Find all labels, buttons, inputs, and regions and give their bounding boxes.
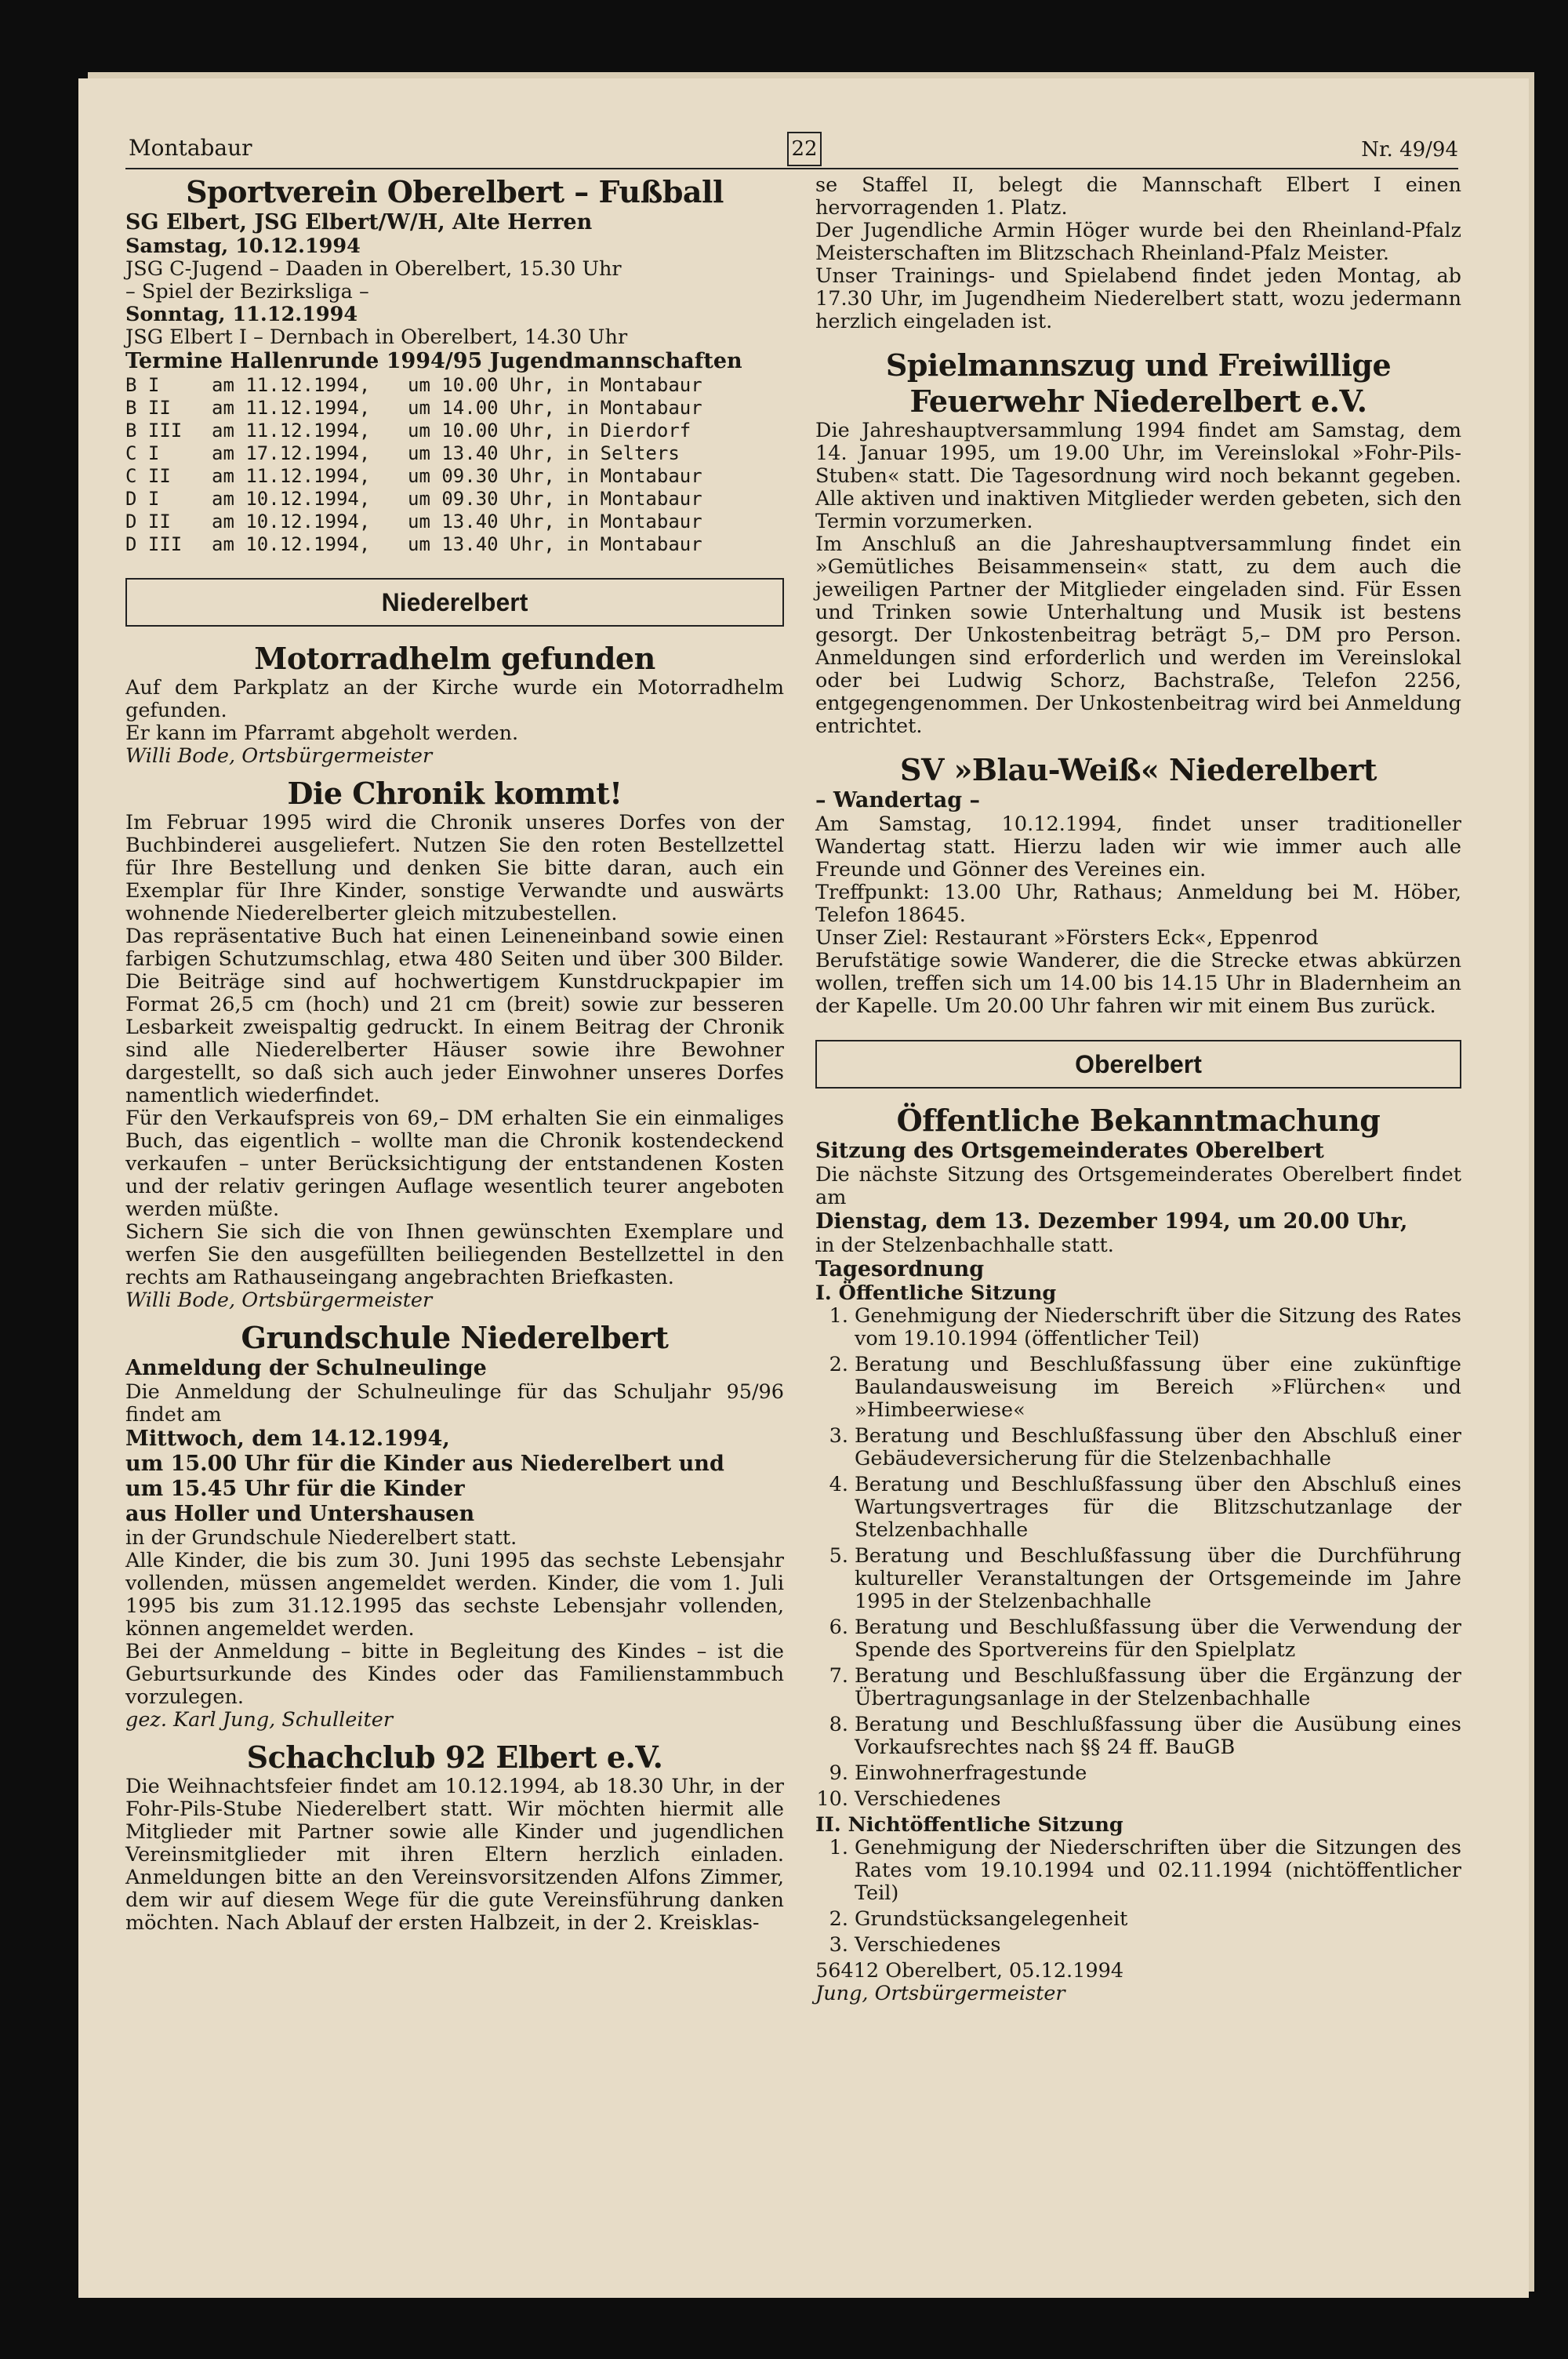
chronik-p3: Für den Verkaufspreis von 69,– DM erhalten Sie ein einmaliges Buch, das eigentlich – wollte man die Chronik kostendeckend verkaufen – unter Berücksichtigung der entstandenen Kosten und der relativ geringen Auflage wesentlich teurer angeboten werden müßte.: [125, 1107, 784, 1221]
sv-p1: Am Samstag, 10.12.1994, findet unser traditioneller Wandertag statt. Hierzu laden wir wie immer auch alle Freunde und Gönner des Vereines ein.: [815, 812, 1461, 881]
schule-time1: um 15.00 Uhr für die Kinder aus Niederelbert und: [125, 1452, 724, 1476]
list-item: 9. Einwohnerfragestunde: [829, 1761, 1087, 1785]
schule-p1: Die Anmeldung der Schulneulinge für das Schuljahr 95/96 findet am: [125, 1380, 784, 1427]
sv-title: SV »Blau-Weiß« Niederelbert: [900, 752, 1377, 787]
helm-title: Motorradhelm gefunden: [254, 641, 655, 676]
list-item: 8. Beratung und Beschlußfassung über die Ausübung eines Vorkaufsrechtes nach §§ 24 ff. BauGB: [829, 1713, 1461, 1759]
sport-subtitle: SG Elbert, JSG Elbert/W/H, Alte Herren: [125, 210, 593, 234]
sat-line1: JSG C-Jugend – Daaden in Oberelbert, 15.30 Uhr: [125, 257, 622, 281]
feuer-p2: Im Anschluß an die Jahreshauptversammlung findet ein »Gemütliches Beisammensein« statt, zu dem auch die jeweiligen Partner der Mitglieder eingeladen sind. Für Essen und Trinken sowie Unterhaltung und Musik ist bestens gesorgt. Der Unkostenbeitrag beträgt 5,– DM pro Person. Anmeldungen sind erforderlich und werden im Vereinslokal oder bei Ludwig Schorz, Bachstraße, Telefon 2256, entgegengenommen. Der Unkostenbeitrag wird bei Anmeldung entrichtet.: [815, 533, 1461, 738]
tages-title: Tagesordnung: [815, 1257, 985, 1281]
schule-signature: gez. Karl Jung, Schulleiter: [125, 1708, 394, 1732]
list-item: 3. Verschiedenes: [829, 1933, 1001, 1957]
section-box-niederelbert: Niederelbert: [125, 578, 784, 627]
sat-date: Samstag, 10.12.1994: [125, 234, 361, 258]
schach-title: Schachclub 92 Elbert e.V.: [246, 1739, 663, 1775]
schedule-time: um 09.30 Uhr, in Montabaur: [408, 488, 702, 510]
schedule-date: am 11.12.1994,: [212, 397, 371, 419]
schedule-time: um 09.30 Uhr, in Montabaur: [408, 465, 702, 487]
schule-title: Grundschule Niederelbert: [241, 1320, 669, 1355]
page-header: [125, 130, 1458, 169]
chronik-title: Die Chronik kommt!: [287, 776, 622, 811]
list-item: 3. Beratung und Beschlußfassung über den Abschluß einer Gebäudeversicherung für die Stelzenbachhalle: [829, 1424, 1461, 1470]
schule-p2: in der Grundschule Niederelbert statt.: [125, 1526, 517, 1550]
place-date: 56412 Oberelbert, 05.12.1994: [815, 1959, 1124, 1983]
list-item: 7. Beratung und Beschlußfassung über die Ergänzung der Übertragungsanlage in der Stelzenbachhalle: [829, 1664, 1461, 1710]
bek-date: Dienstag, dem 13. Dezember 1994, um 20.00 Uhr,: [815, 1209, 1408, 1234]
chronik-p4: Sichern Sie sich die von Ihnen gewünschten Exemplare und werfen Sie den ausgefüllten beiliegenden Bestellzettel in den rechts am Rathauseingang angebrachten Briefkasten.: [125, 1220, 784, 1289]
schedule-time: um 13.40 Uhr, in Montabaur: [408, 511, 702, 533]
schedule-team: B I: [125, 374, 160, 396]
left-column: [125, 174, 784, 1935]
schedule-date: am 11.12.1994,: [212, 465, 371, 487]
schedule-date: am 10.12.1994,: [212, 488, 371, 510]
sv-p3: Unser Ziel: Restaurant »Försters Eck«, Eppenrod: [815, 926, 1319, 950]
schedule-team: B III: [125, 420, 183, 442]
schedule-team: D III: [125, 533, 183, 555]
list-item: 10. Verschiedenes: [816, 1787, 1001, 1811]
schule-p4: Bei der Anmeldung – bitte in Begleitung des Kindes – ist die Geburtsurkunde des Kindes oder das Familienstammbuch vorzulegen.: [125, 1640, 784, 1709]
sv-p4: Berufstätige sowie Wanderer, die die Strecke etwas abkürzen wollen, treffen sich um 14.00 bis 14.15 Uhr in Bladernheim an der Kapelle. Um 20.00 Uhr fahren wir mit einem Bus zurück.: [815, 949, 1461, 1018]
list-item: 4. Beratung und Beschlußfassung über den Abschluß eines Wartungsvertrages für die Blitzschutzanlage der Stelzenbachhalle: [829, 1473, 1461, 1542]
schedule-table: [125, 374, 784, 556]
chronik-signature: Willi Bode, Ortsbürgermeister: [125, 1289, 433, 1312]
bek-p2: in der Stelzenbachhalle statt.: [815, 1234, 1114, 1257]
header-issue: Nr. 49/94: [1361, 138, 1458, 162]
chronik-p1: Im Februar 1995 wird die Chronik unseres Dorfes von der Buchbinderei ausgeliefert. Nutzen Sie den roten Bestellzettel für Ihre Bestellung und denken Sie bitte daran, auch ein Exemplar für Ihre Kinder, sonstige Verwandte und auswärts wohnende Niederelberter gleich mitzubestellen.: [125, 811, 784, 925]
page-content: [125, 130, 1461, 2201]
schule-date: Mittwoch, dem 14.12.1994,: [125, 1427, 450, 1451]
schach-cont2: Der Jugendliche Armin Höger wurde bei den Rheinland-Pfalz Meisterschaften im Blitzschach Rheinland-Pfalz Meister.: [815, 219, 1461, 265]
helm-text2: Er kann im Pfarramt abgeholt werden.: [125, 722, 519, 745]
list-item: 1. Genehmigung der Niederschriften über die Sitzungen des Rates vom 19.10.1994 und 02.11.1994 (nichtöffentlicher Teil): [829, 1836, 1461, 1905]
helm-signature: Willi Bode, Ortsbürgermeister: [125, 744, 433, 768]
agenda-public: [815, 1305, 1461, 1811]
list-item: 6. Beratung und Beschlußfassung über die Verwendung der Spende des Sportvereins für den Spielplatz: [829, 1616, 1461, 1662]
schule-time2: um 15.45 Uhr für die Kinder: [125, 1477, 465, 1501]
schach-cont3: Unser Trainings- und Spielabend findet jeden Montag, ab 17.30 Uhr, im Jugendheim Niederelbert statt, wozu jedermann herzlich eingeladen ist.: [815, 264, 1461, 333]
sun-date: Sonntag, 11.12.1994: [125, 303, 358, 326]
schedule-date: am 10.12.1994,: [212, 511, 371, 533]
helm-text: Auf dem Parkplatz an der Kirche wurde ein Motorradhelm gefunden.: [125, 676, 784, 722]
schedule-team: D I: [125, 488, 160, 510]
termine-title: Termine Hallenrunde 1994/95 Jugendmannschaften: [125, 349, 742, 373]
list-item: 1. Genehmigung der Niederschrift über die Sitzung des Rates vom 19.10.1994 (öffentlicher Teil): [829, 1304, 1461, 1350]
schedule-team: C I: [125, 442, 160, 464]
sv-subtitle: – Wandertag –: [815, 788, 981, 812]
list-item: 2. Beratung und Beschlußfassung über eine zukünftige Baulandausweisung im Bereich »Flürchen« und »Himbeerwiese«: [829, 1353, 1461, 1422]
schach-cont: se Staffel II, belegt die Mannschaft Elbert I einen hervorragenden 1. Platz.: [815, 173, 1461, 220]
schach-p1: Die Weihnachtsfeier findet am 10.12.1994, ab 18.30 Uhr, in der Fohr-Pils-Stube Niederelbert statt. Wir möchten hiermit alle Mitglieder mit Partner sowie alle Kinder und jugendlichen Vereinsmitglieder mit ihren Eltern herzlich einladen. Anmeldungen bitte an den Vereinsvorsitzenden Alfons Zimmer, dem wir auf diesem Wege für die gute Vereinsführung danken möchten. Nach Ablauf der ersten Halbzeit, in der 2. Kreisklas-: [125, 1775, 784, 1935]
schule-time3: aus Holler und Untershausen: [125, 1502, 475, 1526]
sat-line2: – Spiel der Bezirksliga –: [125, 280, 369, 304]
section-two-title: II. Nichtöffentliche Sitzung: [815, 1813, 1123, 1837]
schule-p3: Alle Kinder, die bis zum 30. Juni 1995 das sechste Lebensjahr vollenden, müssen angemeldet werden. Kinder, die vom 1. Juli 1995 bis zum 31.12.1995 das sechste Lebensjahr vollenden, können angemeldet werden.: [125, 1549, 784, 1641]
section-one-title: I. Öffentliche Sitzung: [815, 1281, 1057, 1305]
chronik-p2: Das repräsentative Buch hat einen Leineneinband sowie einen farbigen Schutzumschlag, etwa 480 Seiten und über 300 Bilder. Die Beiträge sind auf hochwertigem Kunstdruckpapier im Format 26,5 cm (hoch) und 21 cm (breit) sowie zur besseren Lesbarkeit zweispaltig gedruckt. In einem Beitrag der Chronik sind alle Niederelberter Häuser sowie ihre Bewohner dargestellt, so daß sich auch jeder Einwohner unseres Dorfes namentlich wiederfindet.: [125, 925, 784, 1107]
schedule-date: am 11.12.1994,: [212, 374, 371, 396]
sun-line: JSG Elbert I – Dernbach in Oberelbert, 14.30 Uhr: [125, 325, 628, 349]
schedule-date: am 11.12.1994,: [212, 420, 371, 442]
schedule-team: C II: [125, 465, 171, 487]
schedule-team: B II: [125, 397, 171, 419]
schedule-time: um 13.40 Uhr, in Selters: [408, 442, 680, 464]
schedule-team: D II: [125, 511, 171, 533]
schedule-time: um 10.00 Uhr, in Montabaur: [408, 374, 702, 396]
list-item: 5. Beratung und Beschlußfassung über die Durchführung kultureller Veranstaltungen der Ortsgemeinde im Jahre 1995 in der Stelzenbachhalle: [829, 1544, 1461, 1613]
schedule-time: um 14.00 Uhr, in Montabaur: [408, 397, 702, 419]
section-box-oberelbert: Oberelbert: [815, 1040, 1461, 1089]
agenda-private: [815, 1837, 1461, 1957]
schedule-time: um 13.40 Uhr, in Montabaur: [408, 533, 702, 555]
feuer-p1: Die Jahreshauptversammlung 1994 findet am Samstag, dem 14. Januar 1995, um 19.00 Uhr, im Vereinslokal »Fohr-Pils-Stuben« statt. Die Tagesordnung wird noch bekannt gegeben. Alle aktiven und inaktiven Mitglieder werden gebeten, sich den Termin vorzumerken.: [815, 419, 1461, 533]
right-column: [815, 174, 1461, 2005]
schedule-date: am 17.12.1994,: [212, 442, 371, 464]
sv-p2: Treffpunkt: 13.00 Uhr, Rathaus; Anmeldung bei M. Höber, Telefon 18645.: [815, 881, 1461, 927]
list-item: 2. Grundstücksangelegenheit: [829, 1907, 1128, 1931]
schedule-date: am 10.12.1994,: [212, 533, 371, 555]
header-page-number: 22: [787, 132, 822, 166]
bek-signature: Jung, Ortsbürgermeister: [815, 1982, 1065, 2005]
header-place: Montabaur: [129, 135, 252, 161]
sport-title: Sportverein Oberelbert – Fußball: [186, 174, 724, 209]
bek-title: Öffentliche Bekanntmachung: [896, 1103, 1381, 1138]
feuer-title: Spielmannszug und Freiwillige Feuerwehr Niederelbert e.V.: [885, 347, 1392, 419]
schedule-time: um 10.00 Uhr, in Dierdorf: [408, 420, 691, 442]
schule-subtitle: Anmeldung der Schulneulinge: [125, 1356, 487, 1380]
bek-subtitle: Sitzung des Ortsgemeinderates Oberelbert: [815, 1139, 1324, 1163]
bek-p1: Die nächste Sitzung des Ortsgemeinderates Oberelbert findet am: [815, 1163, 1461, 1209]
